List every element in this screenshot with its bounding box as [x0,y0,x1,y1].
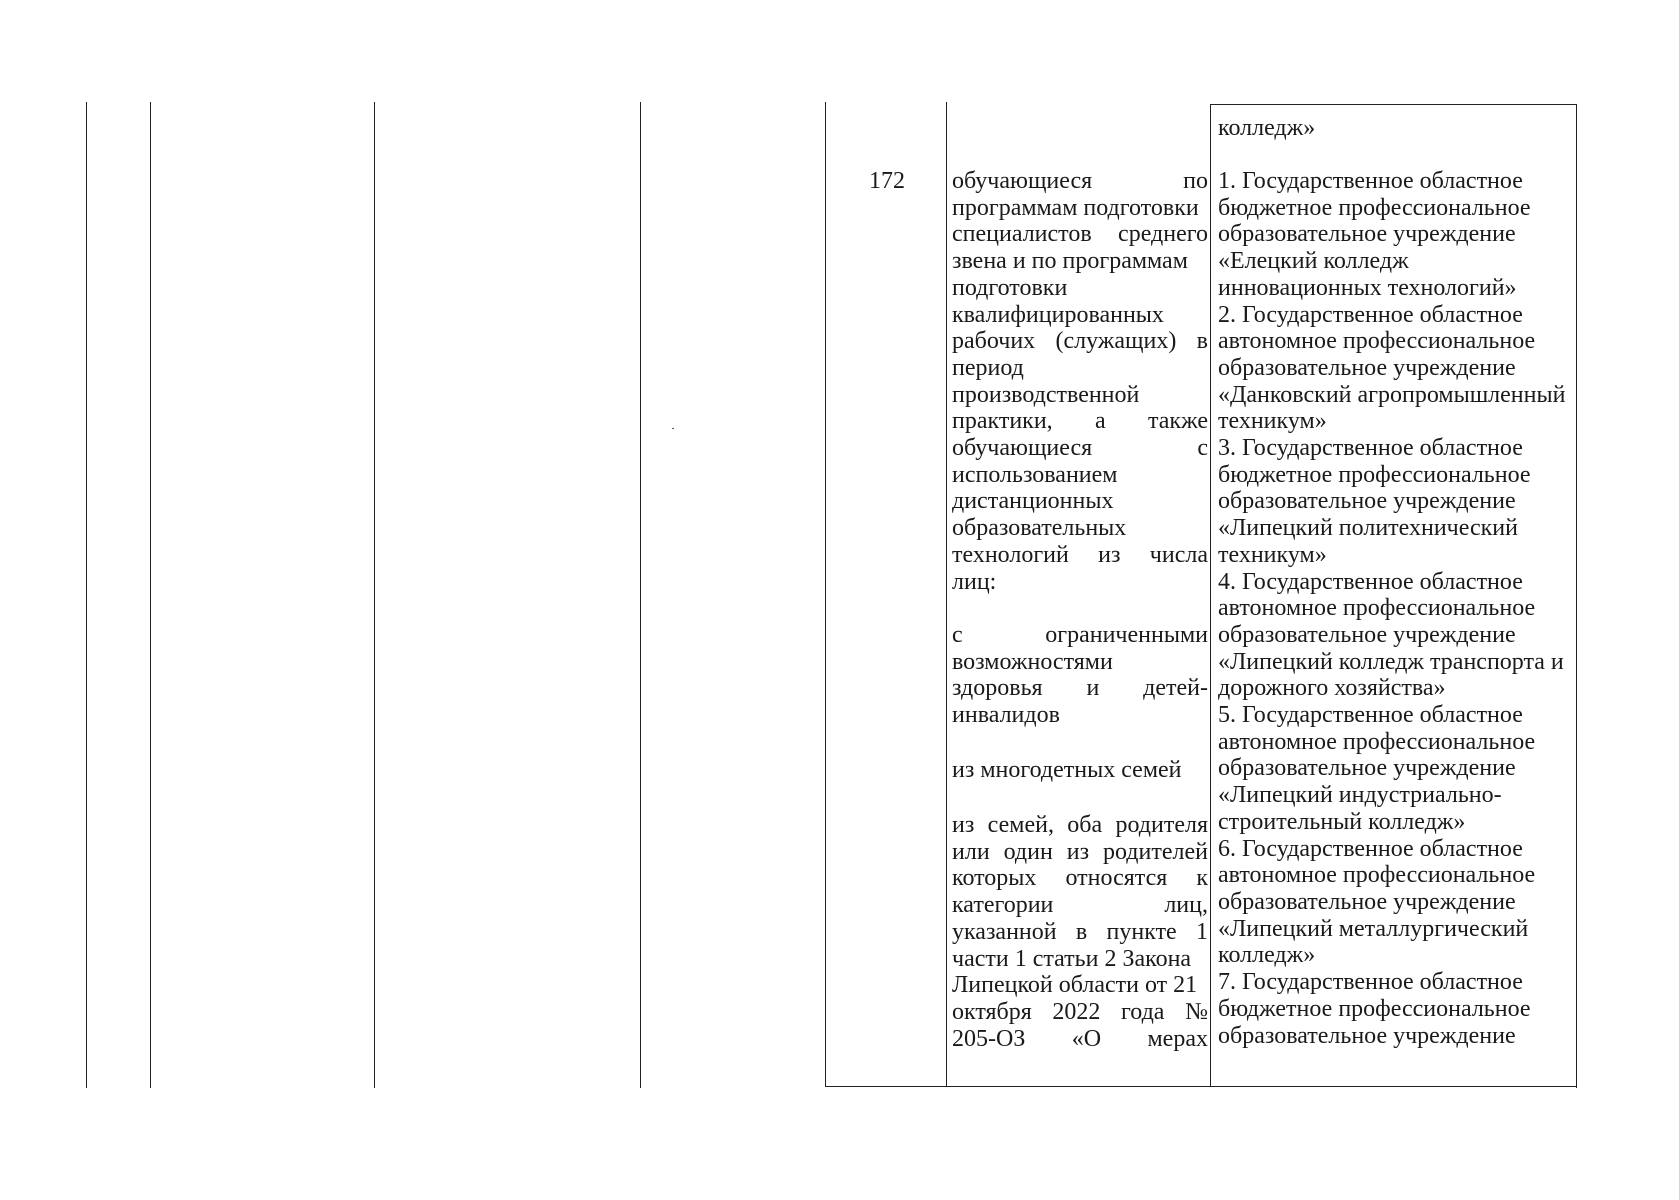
institution-line: «Липецкий индустриально- [1218,782,1502,809]
institution-line: «Липецкий металлургический [1218,915,1529,942]
institution-line: инновационных технологий» [1218,274,1517,301]
category-line [952,702,1208,729]
left-table-rule-4 [640,102,641,1088]
category-word: лиц, [1164,892,1208,919]
category-word: родителей [1102,838,1208,865]
institution-line: образовательное учреждение [1218,354,1516,381]
category-word: подготовки [952,274,1068,301]
right-table-top-border [1210,104,1577,105]
institution-line: «Липецкий политехнический [1218,515,1518,542]
category-word: по [1183,168,1208,194]
institution-line: 2. Государственное областное [1218,301,1523,328]
category-word: или [952,838,990,865]
institution-line: бюджетное профессиональное [1218,194,1531,221]
category-military-families [952,812,1208,1052]
right-table-column-divider-2 [1210,104,1211,1086]
institution-line: автономное профессиональное [1218,862,1536,889]
category-line [952,946,1208,973]
institution-line: строительный колледж» [1218,808,1466,835]
category-word: специалистов [952,221,1092,248]
institution-line: 6. Государственное областное [1218,835,1523,862]
category-line [952,569,1208,596]
institution-line: бюджетное профессиональное [1218,995,1531,1022]
category-word: с [1197,435,1208,462]
category-line [952,302,1208,329]
category-word: относятся [1065,865,1168,892]
category-word: (служащих) [1055,328,1177,355]
category-line [952,919,1208,946]
category-word: дистанционных [952,488,1114,515]
category-line [952,622,1208,649]
right-table-column-divider-1 [946,102,947,1086]
category-line [952,892,1208,919]
category-line [952,435,1208,462]
category-word: оба [1067,812,1103,838]
category-line [952,195,1208,222]
institution-line: образовательное учреждение [1218,1022,1516,1049]
institution-line: 5. Государственное областное [1218,702,1523,729]
category-word: части 1 статьи 2 Закона [952,945,1192,972]
category-word: 1 [1195,918,1208,945]
institution-line: 3. Государственное областное [1218,435,1523,462]
category-word: октября [952,998,1032,1025]
category-word: № [1185,998,1208,1025]
category-word: квалифицированных [952,301,1164,328]
institution-line: образовательное учреждение [1218,755,1516,782]
category-word: детей- [1143,675,1208,702]
category-word: лиц: [952,568,997,595]
category-word: из [1098,541,1121,568]
category-word: мерах [1147,1025,1208,1052]
category-line [952,515,1208,542]
category-line [952,355,1208,382]
category-word: с [952,622,963,648]
category-line [952,248,1208,275]
category-word: здоровья [952,675,1043,702]
institution-line: автономное профессиональное [1218,328,1536,355]
category-line [952,168,1208,195]
category-line [952,408,1208,435]
category-word: период [952,354,1024,381]
category-word: из многодетных семей [952,757,1182,783]
category-line [952,275,1208,302]
institution-line: 4. Государственное областное [1218,568,1523,595]
category-word: рабочих [952,328,1036,355]
category-word: «О [1071,1025,1102,1052]
institutions-list [1218,168,1565,1049]
category-word: к [1196,865,1208,892]
institution-line: образовательное учреждение [1218,888,1516,915]
category-line [952,462,1208,489]
right-table-right-border [1576,104,1577,1088]
category-word: в [1196,328,1208,355]
category-line [952,328,1208,355]
previous-row-continuation: колледж» [1218,115,1316,141]
category-line [952,757,1208,784]
institution-line: образовательное учреждение [1218,221,1516,248]
row-number: 172 [869,168,905,194]
category-word: из [952,812,975,838]
category-word: пункте [1106,918,1177,945]
category-line [952,1026,1208,1053]
category-word: которых [952,865,1037,892]
category-word: ограниченными [1045,622,1208,648]
category-word: использованием [952,461,1118,488]
category-word: а [1095,408,1106,435]
category-line [952,221,1208,248]
category-word: в [1075,918,1088,945]
category-line [952,865,1208,892]
institution-line: «Липецкий колледж транспорта и [1218,648,1564,675]
category-disabled [952,622,1208,729]
institution-line: автономное профессиональное [1218,595,1536,622]
category-word: указанной [952,918,1057,945]
category-word: среднего [1118,221,1208,248]
institution-line: бюджетное профессиональное [1218,461,1531,488]
institution-line: колледж» [1218,942,1316,969]
right-table-left-border [825,102,826,1086]
institution-line: техникум» [1218,541,1327,568]
category-line [952,839,1208,866]
institution-line: автономное профессиональное [1218,728,1536,755]
category-word: Липецкой области от 21 [952,972,1198,999]
category-line [952,542,1208,569]
category-word: года [1121,998,1165,1025]
category-large-families [952,757,1208,784]
right-table-bottom-border [825,1086,1577,1087]
category-word: числа [1149,541,1208,568]
category-word: программам подготовки [952,194,1199,221]
left-table-rule-3 [374,102,375,1088]
category-word: из [1066,838,1090,865]
institution-line: «Елецкий колледж [1218,248,1409,275]
category-word: семей, [987,812,1054,838]
category-word: и [1086,675,1100,702]
category-line [952,382,1208,409]
category-intro [952,168,1208,595]
category-line [952,972,1208,999]
category-word: категории [952,892,1054,919]
category-word: производственной [952,381,1140,408]
category-word: 2022 [1052,998,1101,1025]
institution-line: образовательное учреждение [1218,621,1516,648]
category-word: практики, [952,408,1053,435]
category-word: технологий [952,541,1069,568]
category-line [952,999,1208,1026]
category-word: родителя [1115,812,1208,838]
category-line [952,675,1208,702]
category-line [952,488,1208,515]
category-word: также [1147,408,1208,435]
left-table-rule-2 [150,102,151,1088]
category-line [952,812,1208,839]
institution-line: техникум» [1218,408,1327,435]
institution-line: 7. Государственное областное [1218,969,1523,996]
institution-line: образовательное учреждение [1218,488,1516,515]
category-word: инвалидов [952,702,1060,729]
category-word: один [1003,838,1053,865]
category-word: 205-ОЗ [952,1025,1026,1052]
category-word: возможностями [952,648,1113,675]
institution-line: 1. Государственное областное [1218,168,1523,194]
institution-line: дорожного хозяйства» [1218,675,1446,702]
category-word: обучающиеся [952,435,1093,462]
category-word: звена и по программам [952,248,1188,275]
scan-speck [672,428,674,429]
category-word: обучающиеся [952,168,1093,194]
category-line [952,649,1208,676]
institution-line: «Данковский агропромышленный [1218,381,1566,408]
category-word: образовательных [952,515,1127,542]
left-table-rule-1 [86,102,87,1088]
